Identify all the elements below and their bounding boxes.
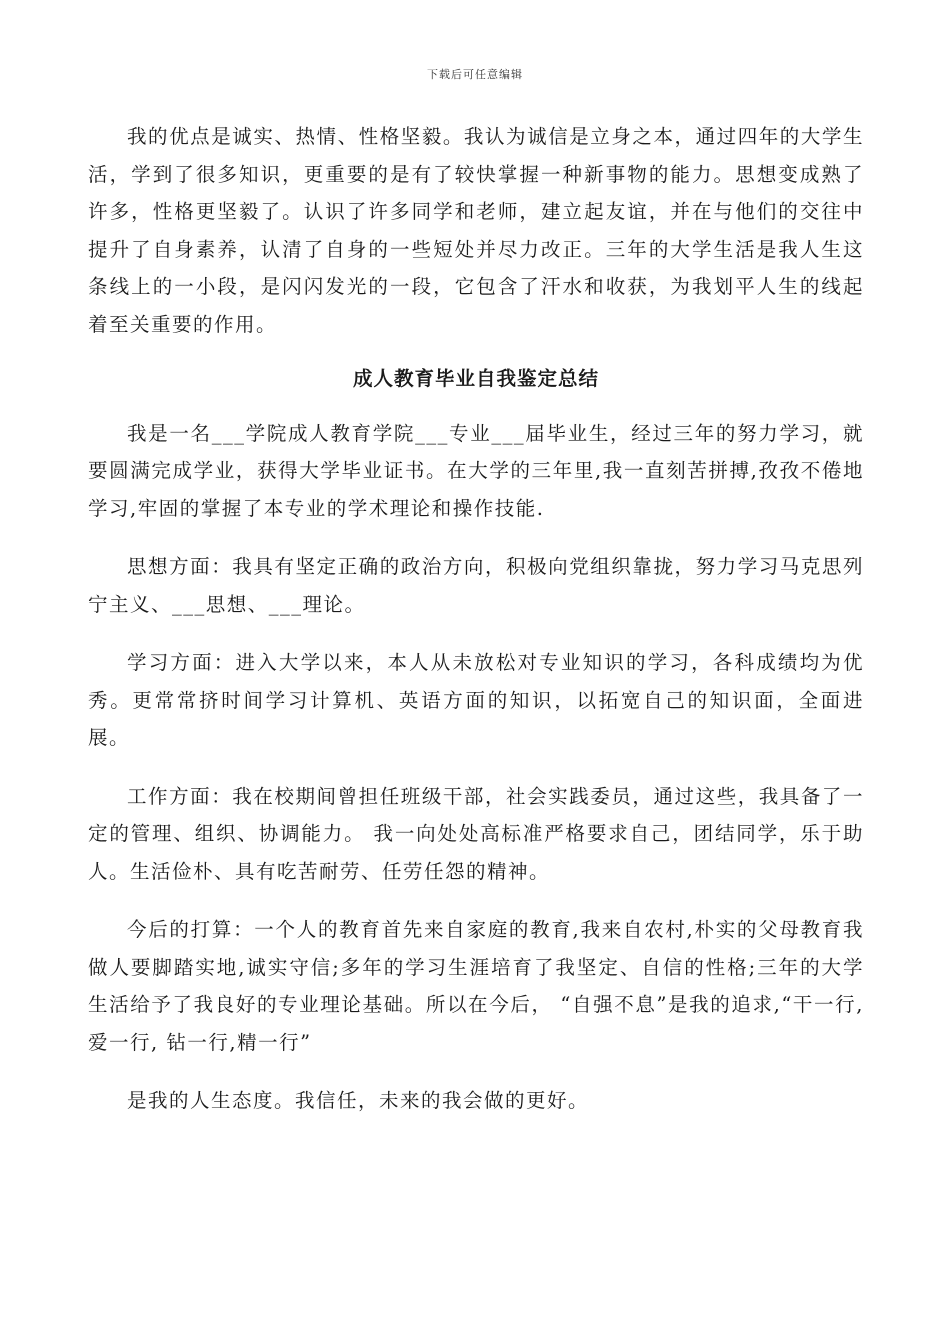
paragraph-closing: 是我的人生态度。我信任，未来的我会做的更好。 bbox=[127, 1089, 590, 1112]
intro-paragraph: 我的优点是诚实、热情、性格坚毅。我认为诚信是立身之本，通过四年的大学生活，学到了很多知识，更重要的是有了较快掌握一种新事物的能力。思想变成熟了许多，性格更坚毅了。认识了许多同学和老师，建立起友谊，并在与他们的交往中提升了自身素养，认清了自身的一些短处并尽力改正。三年的大学生活是我人生这条线上的一小段，是闪闪发光的一段，它包含了汗水和收获，为我划平人生的线起着至关重要的作用。 bbox=[88, 125, 864, 336]
paragraph-plans: 今后的打算：一个人的教育首先来自家庭的教育,我来自农村,朴实的父母教育我做人要脚踏实地,诚实守信;多年的学习生涯培育了我坚定、自信的性格;三年的大学生活给予了我良好的专业理论基础。所以在今后， “自强不息”是我的追求,“干一行,爱一行, 钻一行,精一行” bbox=[88, 918, 864, 1054]
document-body bbox=[88, 118, 864, 1120]
paragraph-thought: 思想方面：我具有坚定正确的政治方向，积极向党组织靠拢，努力学习马克思列宁主义、___思想、___理论。 bbox=[88, 555, 864, 616]
paragraph-intro-self: 我是一名___学院成人教育学院___专业___届毕业生，经过三年的努力学习，就要圆满完成学业，获得大学毕业证书。在大学的三年里,我一直刻苦拼搏,孜孜不倦地学习,牢固的掌握了本专业的学术理论和操作技能. bbox=[88, 421, 864, 520]
page-header: 下载后可任意编辑 bbox=[427, 68, 523, 81]
paragraph-work: 工作方面：我在校期间曾担任班级干部，社会实践委员，通过这些，我具备了一定的管理、组织、协调能力。 我一向处处高标准严格要求自己，团结同学，乐于助人。生活俭朴、具有吃苦耐劳、任劳任怨的精神。 bbox=[88, 784, 864, 883]
paragraph-study: 学习方面：进入大学以来，本人从未放松对专业知识的学习，各科成绩均为优秀。更常常挤时间学习计算机、英语方面的知识，以拓宽自己的知识面，全面进展。 bbox=[88, 651, 864, 749]
document-title: 成人教育毕业自我鉴定总结 bbox=[352, 367, 599, 390]
